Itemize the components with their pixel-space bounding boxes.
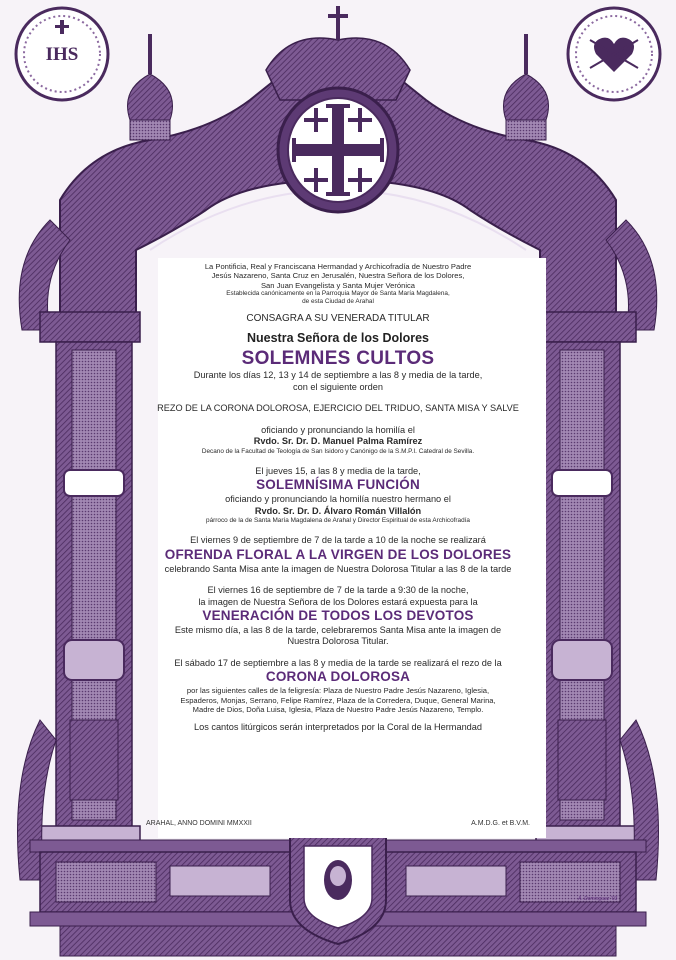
right-urn-finial: [504, 34, 549, 140]
corona-line-1: por las siguientes calles de la feligresía: Plaza de Nuestro Padre Jesús Nazareno, Iglesia,: [186, 686, 490, 696]
header-line-4: Establecida canónicamente en la Parroquia Mayor de Santa María Magdalena,: [226, 290, 450, 298]
footer-place-date: ARAHAL, ANNO DOMINI MMXXII: [146, 820, 252, 827]
titular-name: Nuestra Señora de los Dolores: [246, 330, 429, 345]
consagra-line: CONSAGRA A SU VENERADA TITULAR: [246, 313, 430, 325]
left-column: [40, 312, 140, 846]
ofrenda-line-1: celebrando Santa Misa ante la imagen de Nuestra Dolorosa Titular a las 8 de la tarde: [164, 563, 512, 574]
funcion-preacher: Rvdo. Sr. Dr. D. Álvaro Román Villalón: [254, 505, 422, 516]
funcion-line-1: oficiando y pronunciando la homilía nuestro hermano el: [225, 494, 451, 505]
jerusalem-cross-icon: [278, 88, 398, 212]
sacred-heart-emblem: [568, 8, 660, 100]
corona-line-2: Espaderos, Monjas, Serrano, Felipe Ramírez, Plaza de la Corredera, Duque, General Marina,: [180, 695, 496, 705]
header-line-2: Jesús Nazareno, Santa Cruz en Jerusalén, Nuestra Señora de los Dolores,: [211, 271, 465, 281]
funcion-preacher-role: párroco de la de Santa María Magdalena de Arahal y Director Espiritual de esta Archicofradía: [206, 517, 470, 525]
veneracion-title: VENERACIÓN DE TODOS LOS DEVOTOS: [202, 608, 474, 624]
corona-title: CORONA DOLOROSA: [265, 669, 411, 685]
veneracion-line-2: la imagen de Nuestra Señora de los Dolores estará expuesta para la: [198, 596, 478, 607]
intro-line-1: Durante los días 12, 13 y 14 de septiembre a las 8 y media de la tarde,: [193, 370, 483, 381]
header-line-3: San Juan Evangelista y Santa Mujer Verónica: [260, 280, 416, 290]
veneracion-line-3: Este mismo día, a las 8 de la tarde, celebraremos Santa Misa ante la imagen de: [174, 624, 502, 635]
cantos-line: Los cantos litúrgicos serán interpretados por la Coral de la Hermandad: [193, 721, 483, 732]
order-line: REZO DE LA CORONA DOLOROSA, EJERCICIO DEL TRIDUO, SANTA MISA Y SALVE: [157, 403, 519, 414]
crown-ornament: [266, 6, 410, 100]
corona-date: El sábado 17 de septiembre a las 8 y media de la tarde se realizará el rezo de la: [174, 657, 502, 668]
triduo-line-1: oficiando y pronunciando la homilía el: [261, 424, 415, 435]
artist-signature: A. Dominguez '03: [578, 896, 618, 902]
footer-motto: A.M.D.G. et B.V.M.: [471, 820, 530, 827]
veneracion-line-4: Nuestra Dolorosa Titular.: [287, 636, 389, 647]
funcion-title: SOLEMNÍSIMA FUNCIÓN: [256, 477, 420, 493]
main-title: SOLEMNES CULTOS: [241, 347, 435, 369]
triduo-preacher: Rvdo. Sr. Dr. D. Manuel Palma Ramírez: [253, 436, 423, 447]
corona-line-3: Madre de Dios, Doña Luisa, Iglesia, Plaza de Nuestro Padre Jesús Nazareno, Templo.: [192, 705, 484, 715]
right-column: [536, 312, 636, 846]
ihs-monogram: IHS: [45, 44, 79, 65]
holy-face-shield-icon: [290, 820, 386, 944]
intro-line-2: con el siguiente orden: [293, 381, 383, 392]
header-line-1: La Pontificia, Real y Franciscana Hermandad y Archicofradía de Nuestro Padre: [204, 262, 472, 271]
ofrenda-title: OFRENDA FLORAL A LA VIRGEN DE LOS DOLORES: [164, 546, 512, 562]
header-line-5: de esta Ciudad de Arahal: [302, 298, 374, 306]
veneracion-line-1: El viernes 16 de septiembre de 7 de la tarde a 9:30 de la noche,: [207, 585, 469, 596]
ofrenda-date: El viernes 9 de septiembre de 7 de la tarde a 10 de la noche se realizará: [190, 535, 486, 546]
triduo-preacher-role: Decano de la Facultad de Teología de San Isidoro y Canónigo de la S.M.P.I. Catedral de Sevilla.: [201, 447, 475, 455]
funcion-date: El jueves 15, a las 8 y media de la tarde,: [255, 465, 421, 476]
text-block: [140, 262, 536, 733]
left-urn-finial: [128, 34, 173, 140]
